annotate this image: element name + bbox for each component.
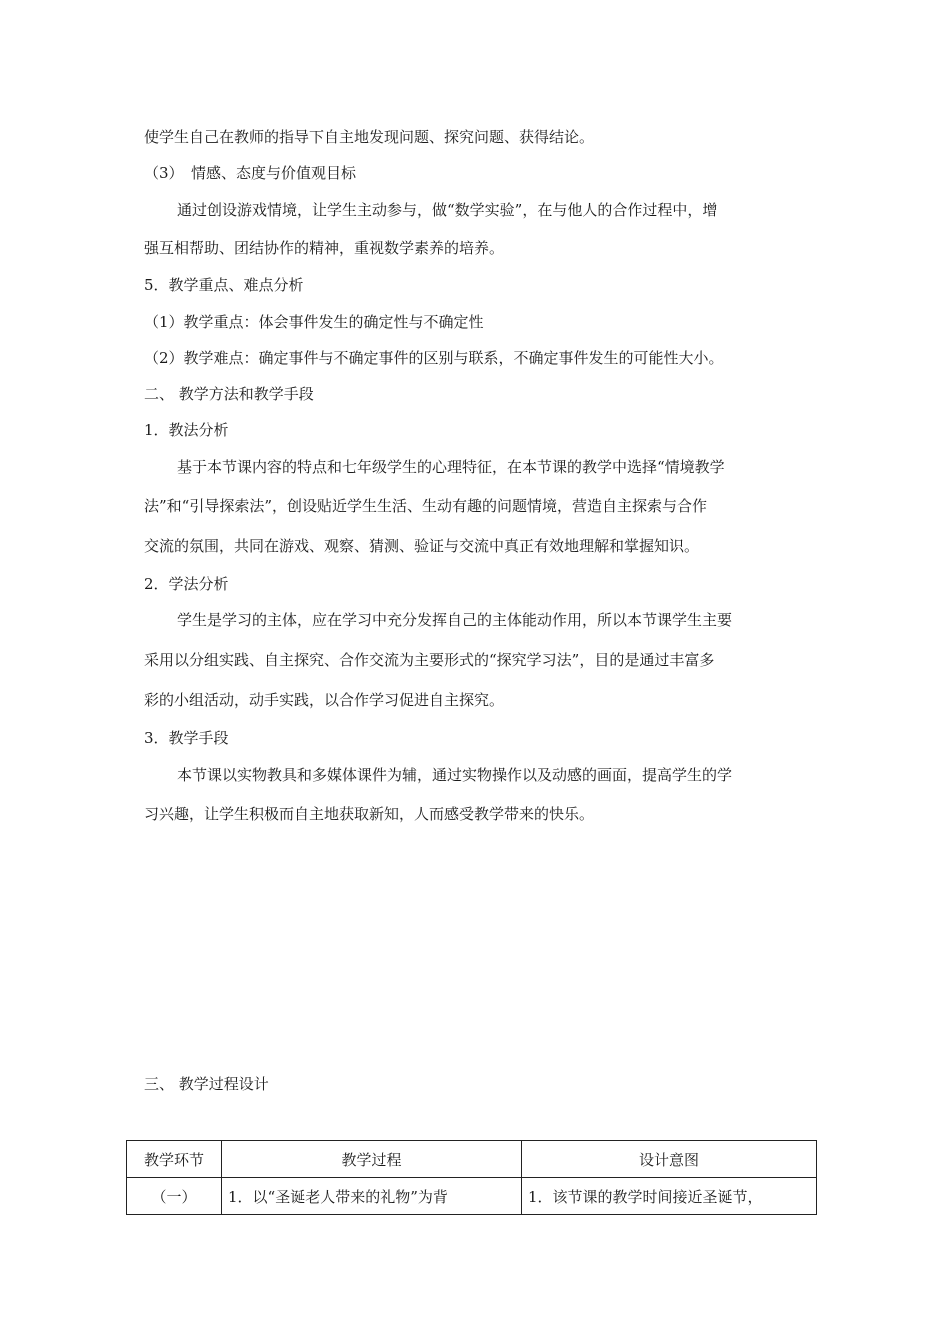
section-heading: 5．教学重点、难点分析 <box>144 276 304 294</box>
text-line: （1）教学重点：体会事件发生的确定性与不确定性 <box>144 313 484 331</box>
text-line: 使学生自己在教师的指导下自主地发现问题、探究问题、获得结论。 <box>144 128 595 146</box>
table-cell: （一） <box>127 1178 222 1215</box>
column-header: 教学过程 <box>222 1141 522 1178</box>
text-line: 通过创设游戏情境，让学生主动参与，做“数学实验”，在与他人的合作过程中，增 <box>177 201 718 219</box>
text-line: （2）教学难点：确定事件与不确定事件的区别与联系，不确定事件发生的可能性大小。 <box>144 349 724 367</box>
text-line: 习兴趣，让学生积极而自主地获取新知，人而感受教学带来的快乐。 <box>144 805 595 823</box>
text-line: 强互相帮助、团结协作的精神，重视数学素养的培养。 <box>144 239 505 257</box>
text-line: 交流的氛围，共同在游戏、观察、猜测、验证与交流中真正有效地理解和掌握知识。 <box>144 537 700 555</box>
text-line: 学生是学习的主体，应在学习中充分发挥自己的主体能动作用，所以本节课学生主要 <box>177 611 733 629</box>
column-header: 教学环节 <box>127 1141 222 1178</box>
text-line: 法”和“引导探索法”，创设贴近学生生活、生动有趣的问题情境，营造自主探索与合作 <box>144 497 708 515</box>
section-heading: 二、 教学方法和教学手段 <box>144 385 314 403</box>
table-cell: 1．该节课的教学时间接近圣诞节， <box>522 1178 817 1215</box>
text-line: 本节课以实物教具和多媒体课件为辅，通过实物操作以及动感的画面，提高学生的学 <box>177 766 733 784</box>
text-line: 采用以分组实践、自主探究、合作交流为主要形式的“探究学习法”，目的是通过丰富多 <box>144 651 715 669</box>
text-line: 基于本节课内容的特点和七年级学生的心理特征，在本节课的教学中选择“情境教学 <box>177 458 725 476</box>
subsection-heading: （3） 情感、态度与价值观目标 <box>144 164 357 182</box>
section-heading: 三、 教学过程设计 <box>144 1075 269 1093</box>
teaching-process-table <box>126 1140 817 1215</box>
table-row <box>127 1178 817 1215</box>
text-line: 彩的小组活动，动手实践，以合作学习促进自主探究。 <box>144 691 505 709</box>
column-header: 设计意图 <box>522 1141 817 1178</box>
subsection-heading: 2．学法分析 <box>144 575 229 593</box>
table-header-row <box>127 1141 817 1178</box>
subsection-heading: 1．教法分析 <box>144 421 229 439</box>
table-cell: 1．以“圣诞老人带来的礼物”为背 <box>222 1178 522 1215</box>
subsection-heading: 3．教学手段 <box>144 729 229 747</box>
